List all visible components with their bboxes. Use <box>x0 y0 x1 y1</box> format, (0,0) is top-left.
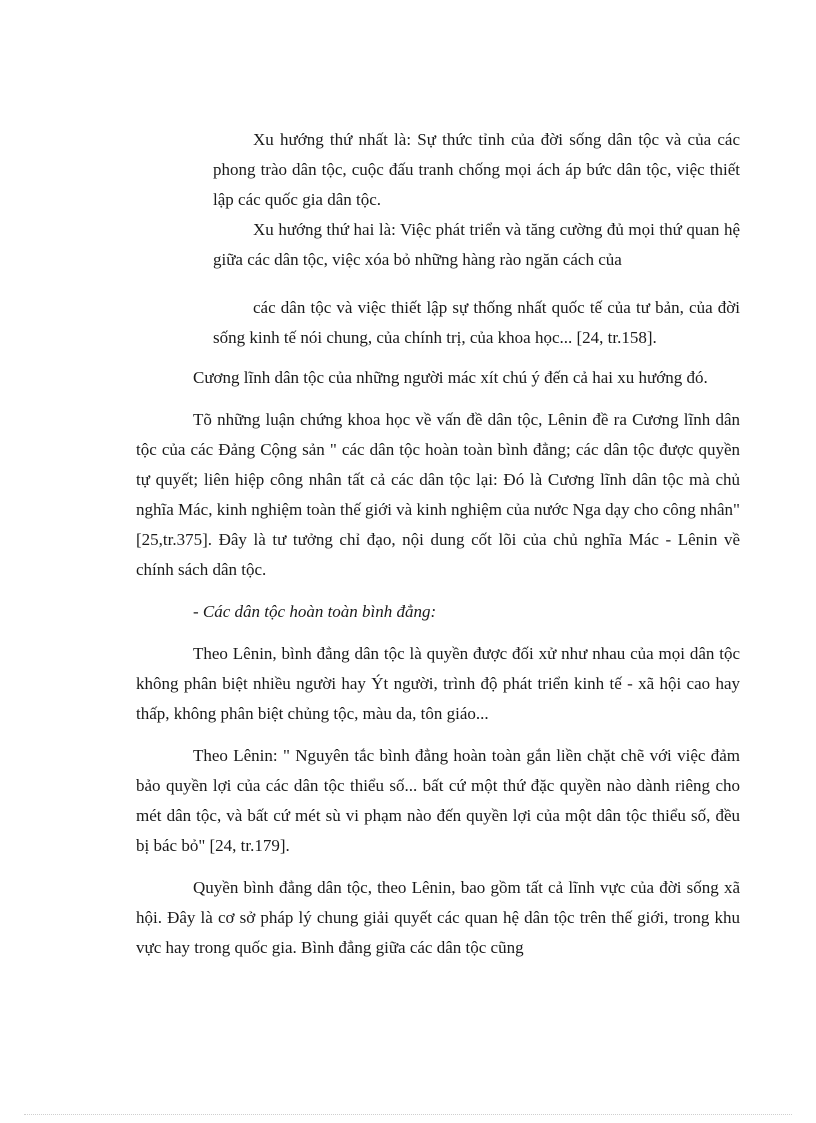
paragraph-3: Theo Lênin, bình đẳng dân tộc là quyền được đối xử như nhau của mọi dân tộc không phân biệt nhiều người hay Ýt người, trình độ phát triển kinh tế - xã hội cao hay thấp, không phân biệt chủng tộc, màu da, tôn giáo... <box>136 644 740 723</box>
quote-block-continued <box>213 293 740 353</box>
page-bottom-border <box>24 1114 792 1115</box>
quote-paragraph-3: các dân tộc và việc thiết lập sự thống nhất quốc tế của tư bản, của đời sống kinh tế nói chung, của chính trị, của khoa học... [24, tr.158]. <box>213 298 740 347</box>
body-text <box>136 363 740 975</box>
paragraph-5: Quyền bình đẳng dân tộc, theo Lênin, bao gồm tất cả lĩnh vực của đời sống xã hội. Đây là cơ sở pháp lý chung giải quyết các quan hệ dân tộc trên thế giới, trong khu vực hay trong quốc gia. Bình đẳng giữa các dân tộc cũng <box>136 878 740 957</box>
paragraph-1: Cương lĩnh dân tộc của những người mác xít chú ý đến cả hai xu hướng đó. <box>193 368 708 387</box>
quote-block <box>213 125 740 275</box>
quote-paragraph-1: Xu hướng thứ nhất là: Sự thức tỉnh của đời sống dân tộc và của các phong trào dân tộc, cuộc đấu tranh chống mọi ách áp bức dân tộc, việc thiết lập các quốc gia dân tộc. <box>213 130 740 209</box>
paragraph-4: Theo Lênin: " Nguyên tắc bình đẳng hoàn toàn gắn liền chặt chẽ với việc đảm bảo quyền lợi của các dân tộc thiểu số... bất cứ một thứ đặc quyền nào dành riêng cho mét dân tộc, và bất cứ mét sù vi phạm nào đến quyền lợi của một dân tộc thiểu số, đều bị bác bỏ" [24, tr.179]. <box>136 746 740 855</box>
quote-paragraph-2: Xu hướng thứ hai là: Việc phát triển và tăng cường đủ mọi thứ quan hệ giữa các dân tộc, việc xóa bỏ những hàng rào ngăn cách của <box>213 220 740 269</box>
paragraph-2: Tõ những luận chứng khoa học về vấn đề dân tộc, Lênin đề ra Cương lĩnh dân tộc của các Đảng Cộng sản " các dân tộc hoàn toàn bình đẳng; các dân tộc được quyền tự quyết; liên hiệp công nhân tất cả các dân tộc lại: Đó là Cương lĩnh dân tộc mà chủ nghĩa Mác, kinh nghiệm toàn thế giới và kinh nghiệm của nước Nga dạy cho công nhân" [25,tr.375]. Đây là tư tưởng chỉ đạo, nội dung cốt lõi của chủ nghĩa Mác - Lênin về chính sách dân tộc. <box>136 410 740 579</box>
section-heading: - Các dân tộc hoàn toàn bình đẳng: <box>193 602 437 621</box>
